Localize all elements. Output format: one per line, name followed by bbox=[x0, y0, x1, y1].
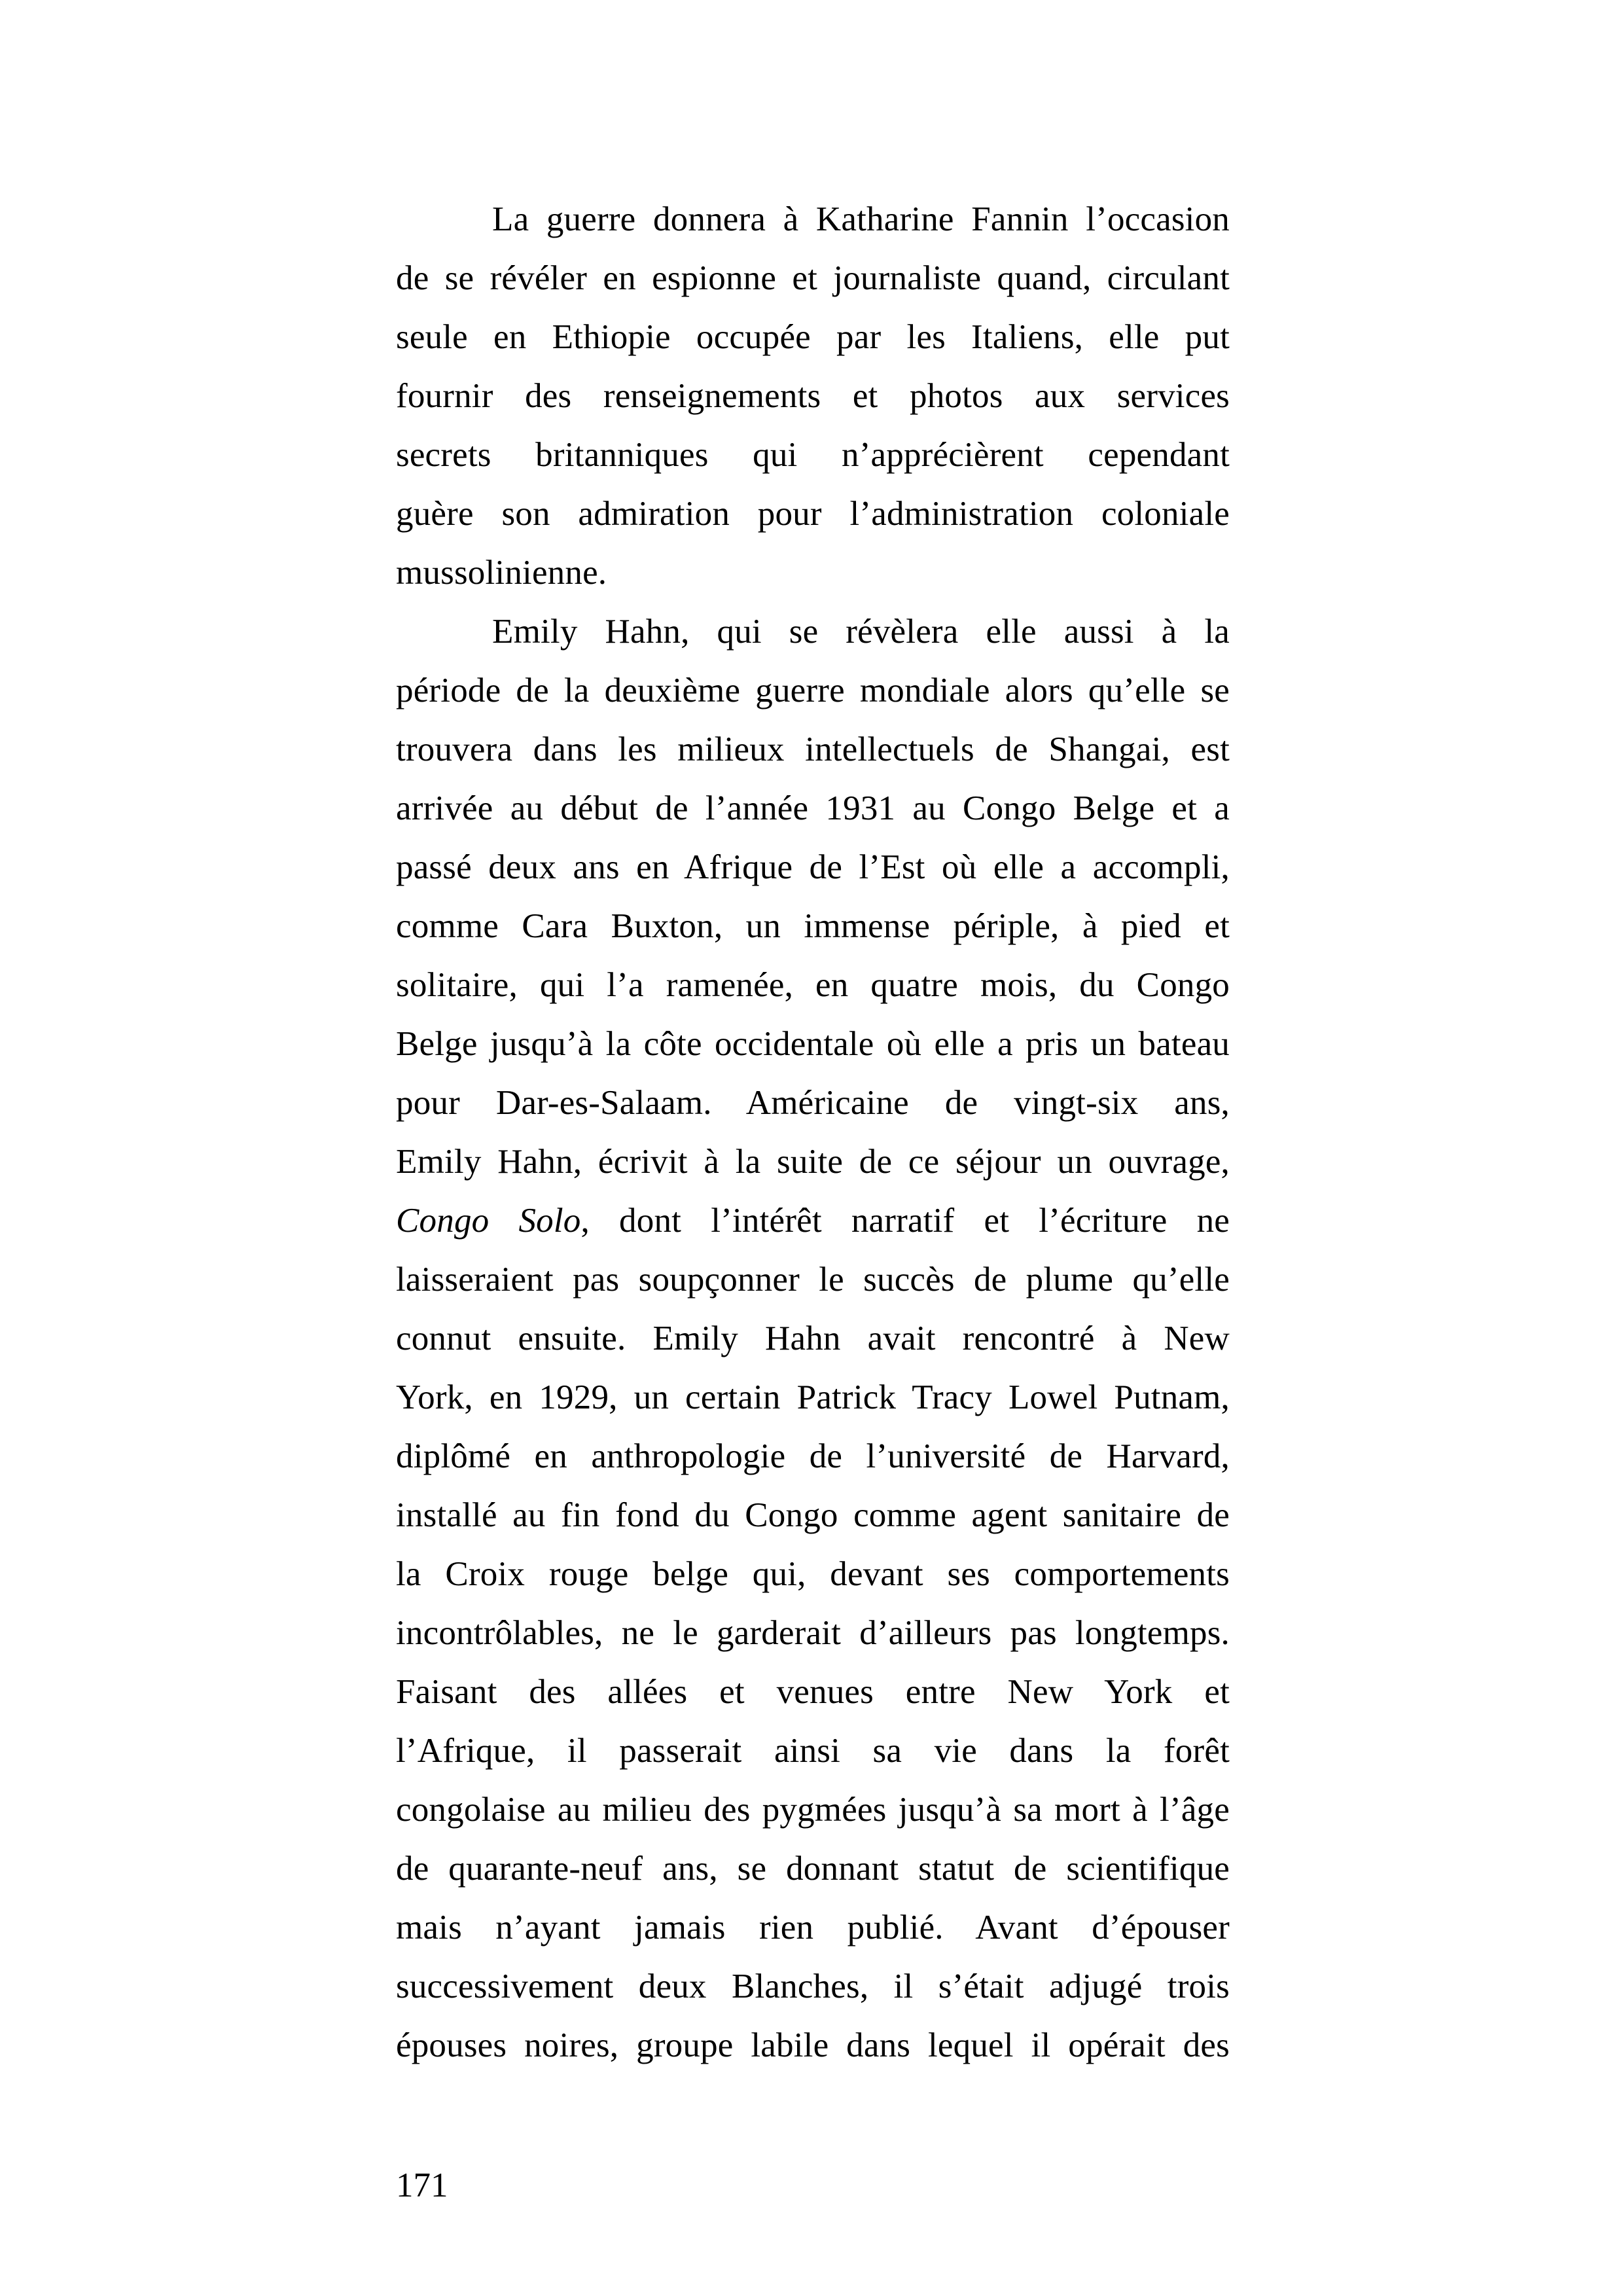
text-segment: pour Dar-es-Salaam. Américaine de vingt-six ans, bbox=[396, 1084, 1230, 1122]
text-segment: congolaise au milieu des pygmées jusqu’à sa mort à l’âge bbox=[396, 1791, 1230, 1829]
text-line bbox=[396, 1957, 1230, 2016]
text-line bbox=[396, 1014, 1230, 1073]
text-line bbox=[396, 249, 1230, 308]
text-line bbox=[396, 1604, 1230, 1662]
text-line bbox=[396, 838, 1230, 897]
text-line bbox=[396, 190, 1230, 249]
text-line bbox=[396, 308, 1230, 367]
text-segment: Faisant des allées et venues entre New York et bbox=[396, 1673, 1230, 1711]
text-segment: fournir des renseignements et photos aux services bbox=[396, 377, 1230, 415]
text-segment: mussolinienne. bbox=[396, 554, 607, 592]
italic-text-segment: Congo Solo bbox=[396, 1202, 581, 1240]
text-line bbox=[396, 1662, 1230, 1721]
text-line bbox=[396, 1309, 1230, 1368]
text-segment: comme Cara Buxton, un immense périple, à pied et bbox=[396, 907, 1230, 945]
text-segment: , dont l’intérêt narratif et l’écriture ne bbox=[580, 1202, 1230, 1240]
text-segment: successivement deux Blanches, il s’était adjugé trois bbox=[396, 1967, 1230, 2005]
paragraph bbox=[396, 190, 1230, 602]
text-line bbox=[396, 661, 1230, 720]
text-line bbox=[396, 602, 1230, 661]
text-line bbox=[396, 1250, 1230, 1309]
text-segment: arrivée au début de l’année 1931 au Congo Belge et a bbox=[396, 789, 1230, 827]
text-segment: secrets britanniques qui n’apprécièrent cependant bbox=[396, 436, 1230, 474]
text-line bbox=[396, 1368, 1230, 1427]
text-segment: solitaire, qui l’a ramenée, en quatre mois, du Congo bbox=[396, 966, 1230, 1004]
text-segment: trouvera dans les milieux intellectuels de Shangai, est bbox=[396, 730, 1230, 768]
text-line bbox=[396, 1486, 1230, 1545]
text-line bbox=[396, 897, 1230, 956]
text-line bbox=[396, 1839, 1230, 1898]
text-segment: York, en 1929, un certain Patrick Tracy Lowel Putnam, bbox=[396, 1378, 1230, 1416]
text-line bbox=[396, 956, 1230, 1014]
text-block bbox=[396, 190, 1230, 2075]
text-line bbox=[396, 543, 1230, 602]
text-segment: période de la deuxième guerre mondiale alors qu’elle se bbox=[396, 672, 1230, 709]
text-segment: seule en Ethiopie occupée par les Italiens, elle put bbox=[396, 318, 1230, 356]
text-line bbox=[396, 1427, 1230, 1486]
text-line bbox=[396, 1132, 1230, 1191]
paragraph bbox=[396, 602, 1230, 2075]
text-line bbox=[396, 720, 1230, 779]
text-line bbox=[396, 1721, 1230, 1780]
text-line bbox=[396, 367, 1230, 425]
text-line bbox=[396, 1780, 1230, 1839]
text-segment: connut ensuite. Emily Hahn avait rencontré à New bbox=[396, 1319, 1230, 1357]
text-line bbox=[396, 1898, 1230, 1957]
text-segment: épouses noires, groupe labile dans lequel il opérait des bbox=[396, 2026, 1230, 2064]
text-line bbox=[396, 1545, 1230, 1604]
text-segment: La guerre donnera à Katharine Fannin l’occasion bbox=[492, 200, 1230, 238]
text-segment: installé au fin fond du Congo comme agent sanitaire de bbox=[396, 1496, 1230, 1534]
text-line bbox=[396, 1191, 1230, 1250]
text-line bbox=[396, 484, 1230, 543]
text-line bbox=[396, 779, 1230, 838]
text-line bbox=[396, 2016, 1230, 2075]
text-segment: incontrôlables, ne le garderait d’ailleurs pas longtemps. bbox=[396, 1614, 1230, 1652]
text-segment: la Croix rouge belge qui, devant ses comportements bbox=[396, 1555, 1230, 1593]
text-segment: diplômé en anthropologie de l’université de Harvard, bbox=[396, 1437, 1230, 1475]
text-segment: Emily Hahn, écrivit à la suite de ce séjour un ouvrage, bbox=[396, 1143, 1230, 1181]
text-line bbox=[396, 425, 1230, 484]
text-segment: mais n’ayant jamais rien publié. Avant d’épouser bbox=[396, 1909, 1230, 1946]
text-segment: de se révéler en espionne et journaliste quand, circulant bbox=[396, 259, 1230, 297]
text-segment: de quarante-neuf ans, se donnant statut de scientifique bbox=[396, 1850, 1230, 1888]
text-line bbox=[396, 1073, 1230, 1132]
text-segment: laisseraient pas soupçonner le succès de plume qu’elle bbox=[396, 1261, 1230, 1299]
text-segment: passé deux ans en Afrique de l’Est où elle a accompli, bbox=[396, 848, 1230, 886]
page-number: 171 bbox=[396, 2166, 448, 2204]
text-segment: Emily Hahn, qui se révèlera elle aussi à la bbox=[492, 613, 1230, 651]
text-segment: guère son admiration pour l’administration coloniale bbox=[396, 495, 1230, 533]
text-segment: l’Afrique, il passerait ainsi sa vie dans la forêt bbox=[396, 1732, 1230, 1770]
text-segment: Belge jusqu’à la côte occidentale où elle a pris un bateau bbox=[396, 1025, 1230, 1063]
